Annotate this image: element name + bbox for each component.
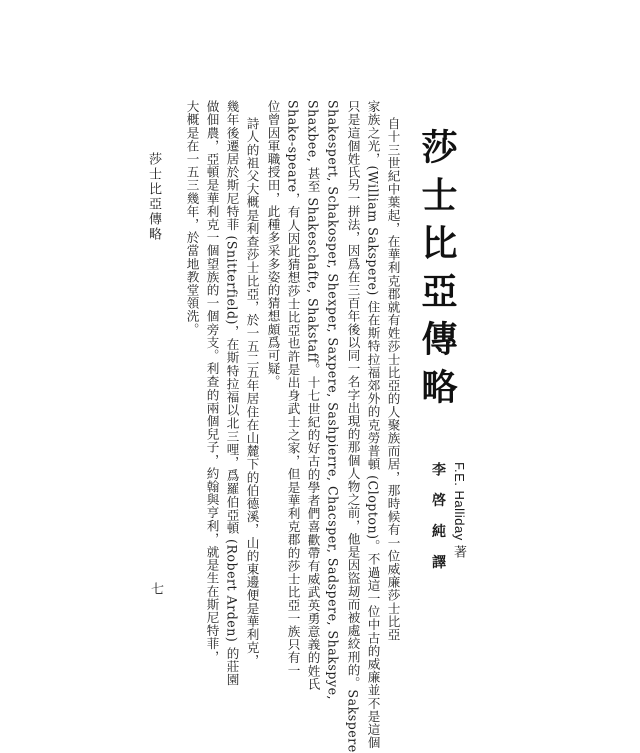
body-line: Shakespert, Schakosper, Shexper, Saxpere, Sashpierre, Chacsper, Sadspere, Shakspye, [325, 100, 341, 701]
author-credit: F.E. Halliday 著 [452, 462, 467, 559]
running-head: 莎士比亞傳略 [146, 152, 161, 242]
body-line: 大概是在一五三幾年，於當地教堂領洗。 [184, 100, 200, 336]
body-line: Shaxbee, 甚至 Shakeschafte, Shakstaff。十七世紀的好古的學者們喜歡帶有威武英勇意義的姓氏 [305, 100, 321, 691]
body-line: 自十三世紀中葉起，在華利克郡就有姓莎士比亞的人聚族而居，那時候有一位威廉莎士比亞 [385, 117, 401, 641]
body-line: 位曾因軍職授田，此種多采多姿的猜想頗爲可疑。 [265, 100, 281, 389]
body-line: 只是這個姓氏另一拼法，因爲在三百年後以同一名字出現的那個人物之前，他是因盜刼而被處絞刑的。Sakspere [345, 100, 361, 753]
body-line: 詩人的祖父大概是利查莎士比亞，於一五二五年居住在山麓下的伯德溪，山的東邊便是華利克， [244, 117, 260, 668]
body-line: 做佃農，亞頓是華利克一個望族的一個旁支。利查的兩個兒子，約翰與亨利，就是生在斯尼特菲， [204, 100, 220, 664]
translator-credit: 李 啓 純 譯 [430, 462, 446, 575]
body-line: Shake-speare，有人因此猜想莎士比亞也許是出身武士之家，但是華利克郡的莎士比亞一族只有一 [285, 100, 301, 678]
body-line: 幾年後遷居於斯尼特菲 (Snitterfield)，在斯特拉福以北三哩，爲羅伯亞頓 (Robert Arden) 的莊園 [224, 100, 240, 687]
page-title: 莎士比亞傳略 [416, 128, 458, 416]
body-line: 家族之光，(William Sakspere) 住在斯特拉福郊外的克勞普頓 (Clopton)。不過這一位中古的威廉並不是這個 [365, 100, 381, 750]
page-number: 七 [148, 582, 163, 596]
